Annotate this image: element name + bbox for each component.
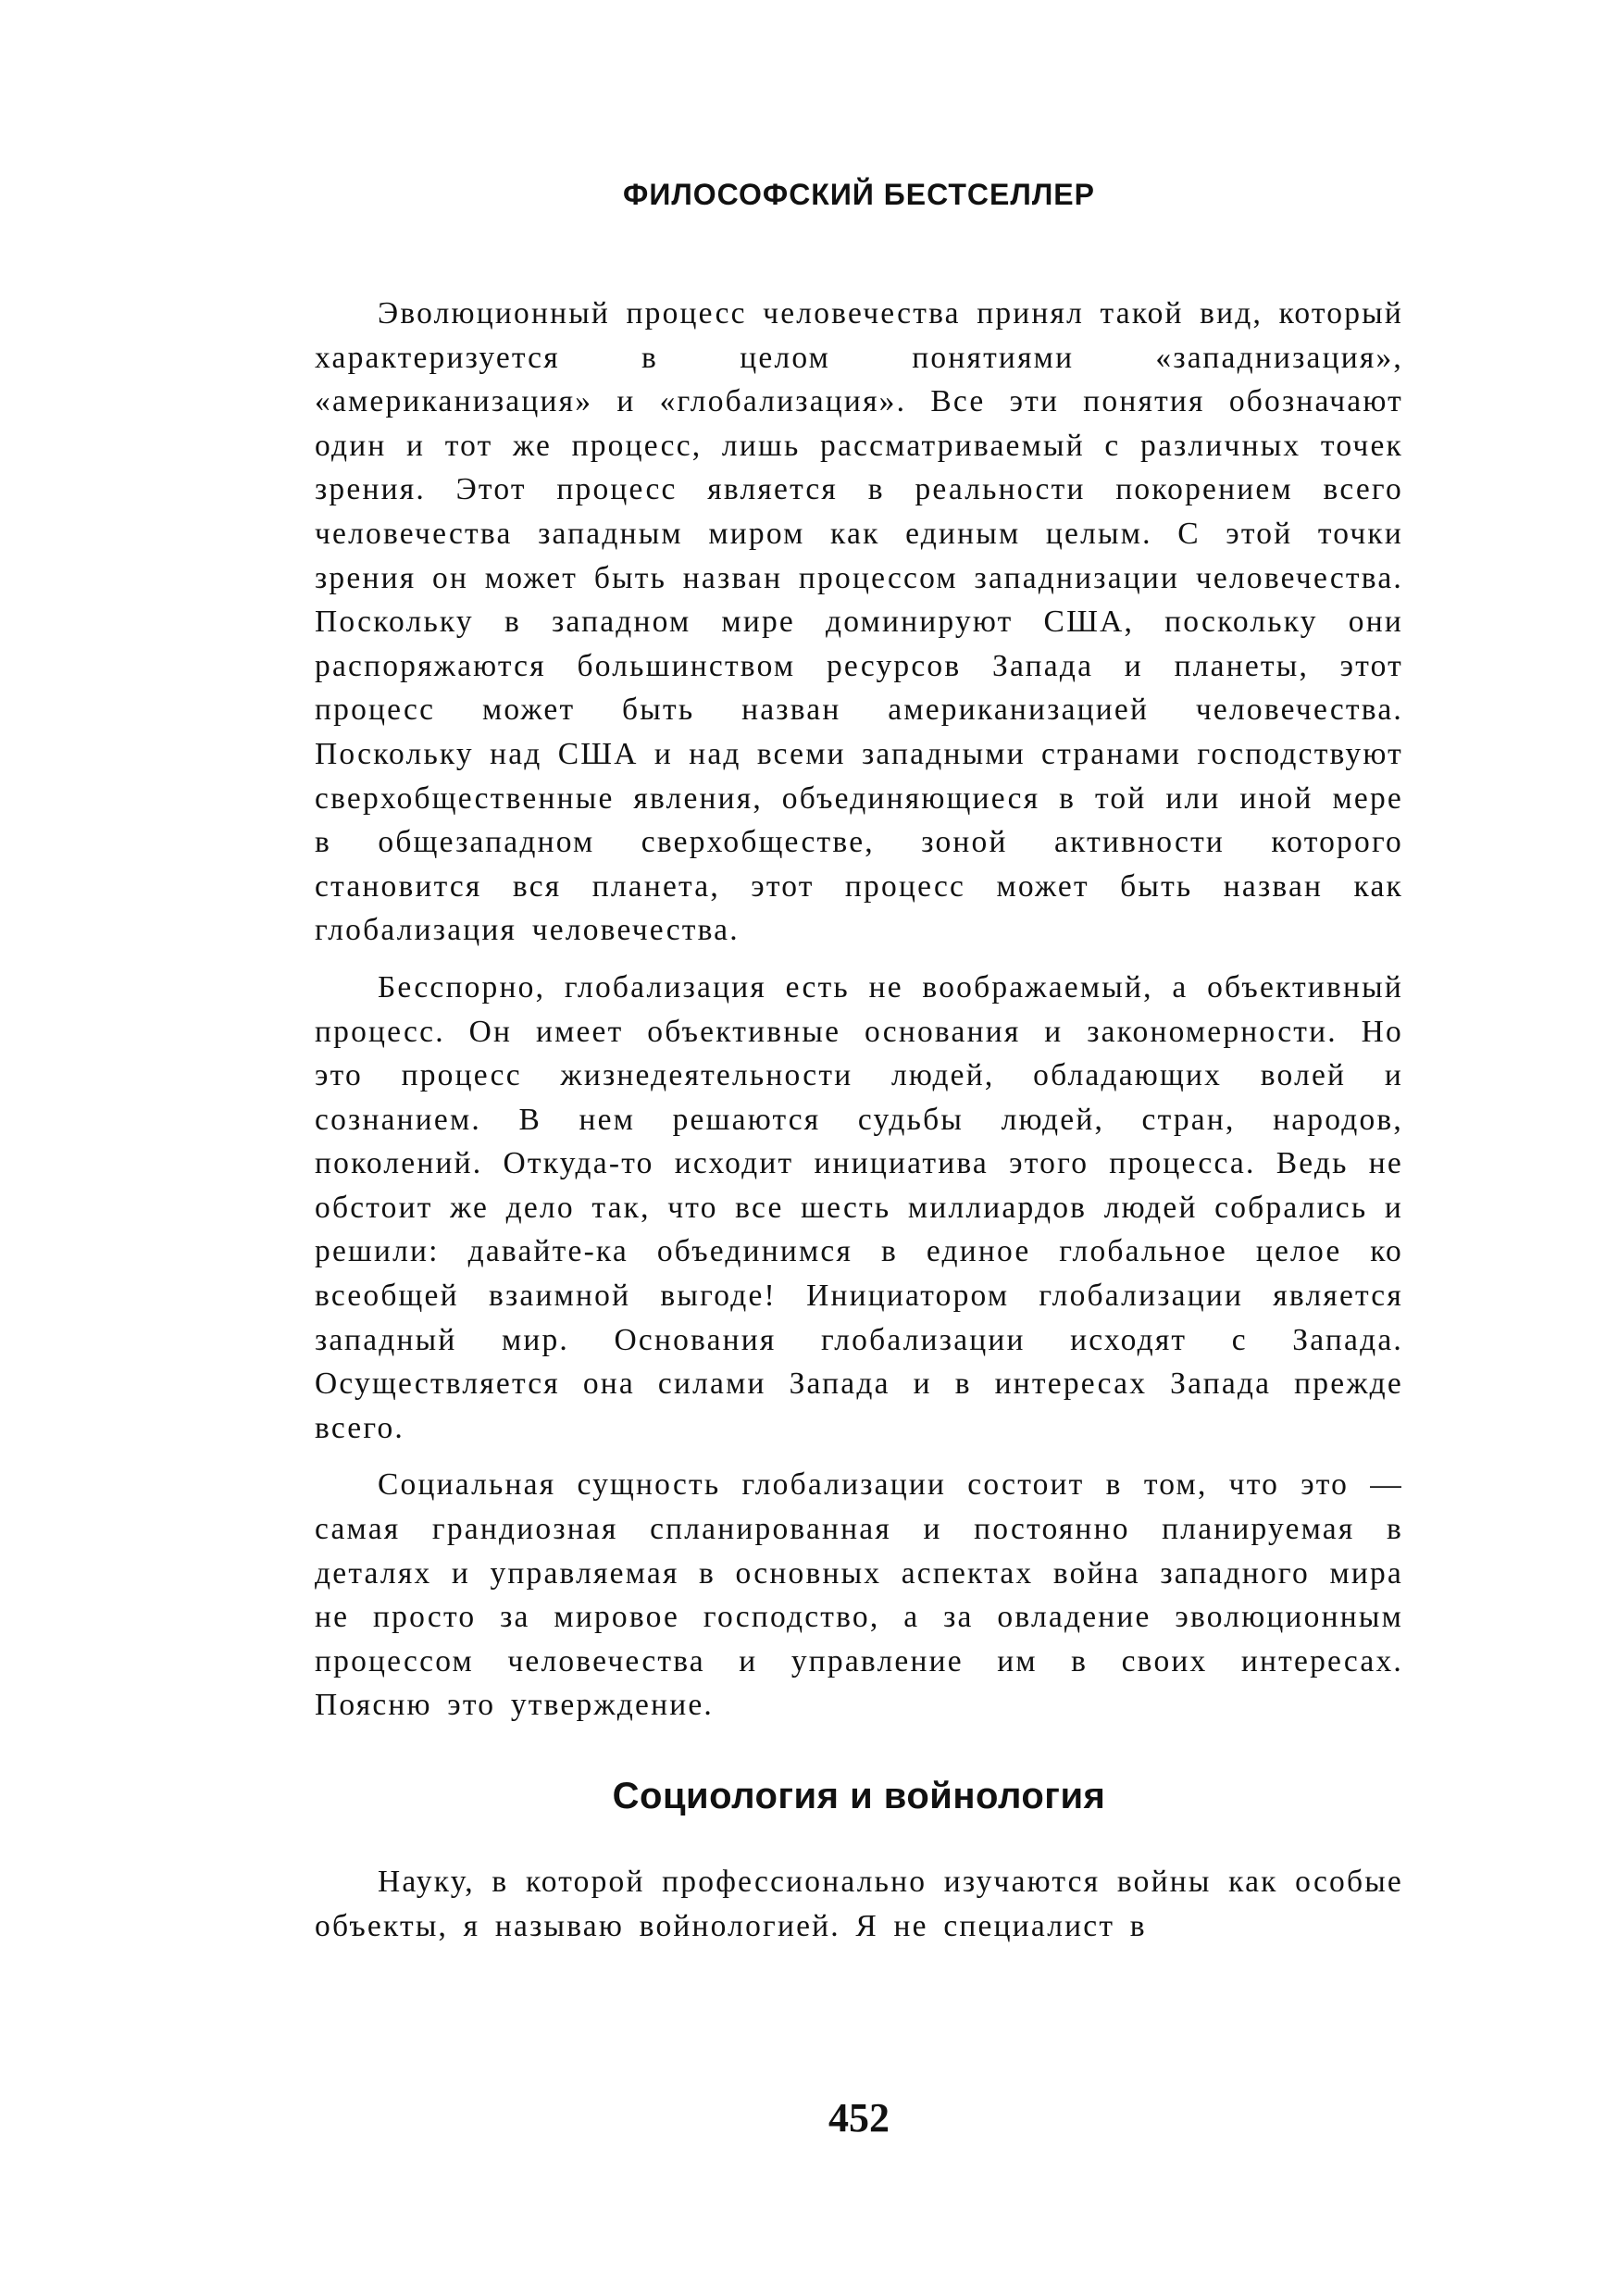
- paragraph: Социальная сущность глобализации состоит в том, что это — самая грандиозная спланированная и постоянно планируемая в деталях и управляемая в основных аспектах война западного мира не просто за мировое господство, а за овладение эволюционным процессом человечества и управление им в своих интересах. Поясню это утверждение.: [315, 1467, 1403, 1723]
- section-heading: Социология и войнология: [612, 1776, 1106, 1816]
- body-text: [315, 292, 1403, 1948]
- paragraph: Бесспорно, глобализация есть не воображаемый, а объективный процесс. Он имеет объективные основания и закономерности. Но это процесс жизнедеятельности людей, обладающих волей и сознанием. В нем решаются судьбы людей, стран, народов, поколений. Откуда-то исходит инициатива этого процесса. Ведь не обстоит же дело так, что все шесть миллиардов людей собрались и решили: давайте-ка объединимся в единое глобальное целое ко всеобщей взаимной выгоде! Инициатором глобализации является западный мир. Основания глобализации исходят с Запада. Осуществляется она силами Запада и в интересах Запада прежде всего.: [315, 969, 1403, 1445]
- page-number: 452: [828, 2095, 890, 2140]
- paragraph: Науку, в которой профессионально изучаются войны как особые объекты, я называю войнологией. Я не специалист в: [315, 1865, 1403, 1943]
- running-title: ФИЛОСОФСКИЙ БЕСТСЕЛЛЕР: [623, 178, 1095, 211]
- paragraph: Эволюционный процесс человечества принял такой вид, который характеризуется в целом понятиями «западнизация», «американизация» и «глобализация». Все эти понятия обозначают один и тот же процесс, лишь рассматриваемый с различных точек зрения. Этот процесс является в реальности покорением всего человечества западным миром как единым целым. С этой точки зрения он может быть назван процессом западнизации человечества. Поскольку в западном мире доминируют США, поскольку они распоряжаются большинством ресурсов Запада и планеты, этот процесс может быть назван американизацией человечества. Поскольку над США и над всеми западными странами господствуют сверхобщественные явления, объединяющиеся в той или иной мере в общезападном сверхобществе, зоной активности которого становится вся планета, этот процесс может быть назван как глобализация человечества.: [315, 296, 1403, 948]
